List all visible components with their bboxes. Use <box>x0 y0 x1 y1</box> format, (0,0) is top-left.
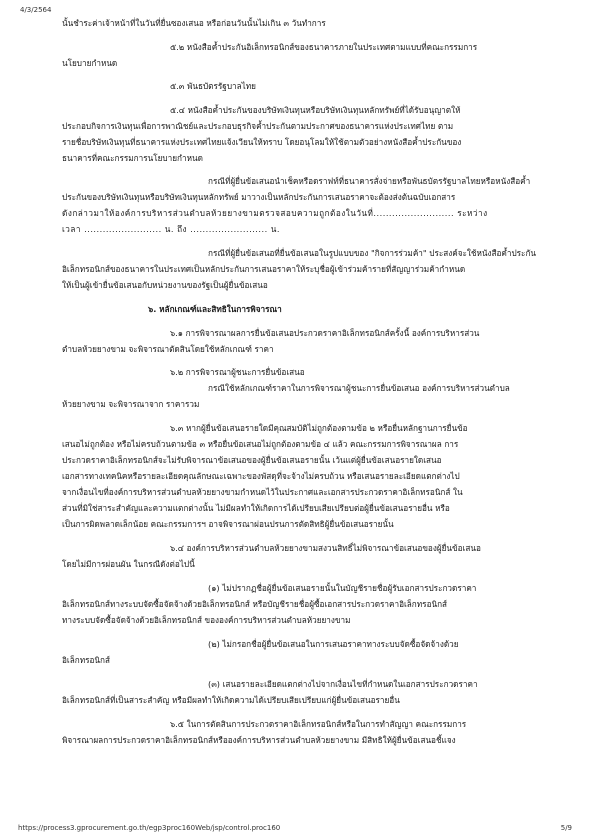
text-line: ประกอบกิจการเงินทุนเพื่อการพาณิชย์และประกอบธุรกิจค้ำประกันตามประกาศของธนาคารแห่งประเทศไทย ตาม <box>62 121 454 131</box>
text-line: ๕.๓ พันธบัตรรัฐบาลไทย <box>170 81 256 91</box>
text-line: เอกสารทางเทคนิคหรือรายละเอียดคุณลักษณะเฉพาะของพัสดุที่จะจ้างไม่ครบถ้วน หรือเสนอรายละเอียดแตกต่างไป <box>62 471 460 481</box>
text-line: อิเล็กทรอนิกส์ <box>62 655 110 665</box>
text-line: เวลา ......................... น. ถึง ......................... น. <box>62 224 281 234</box>
text-line: (๒) ไม่กรอกชื่อผู้ยื่นข้อเสนอในการเสนอราคาทางระบบจัดซื้อจัดจ้างด้วย <box>208 639 459 649</box>
text-line: กรณีที่ผู้ยื่นข้อเสนอนำเช็คหรือดราฟท์ที่ธนาคารสั่งจ่ายหรือพันธบัตรรัฐบาลไทยหรือหนังสือค้ำ <box>208 176 531 186</box>
text-line: เสนอไม่ถูกต้อง หรือไม่ครบถ้วนตามข้อ ๓ หรือยื่นข้อเสนอไม่ถูกต้องตามข้อ ๔ แล้ว คณะกรรมการพิจารณาผล การ <box>62 439 459 449</box>
text-line: ห้วยยางขาม จะพิจารณาจาก ราคารวม <box>62 399 200 409</box>
text-line: ๖.๕ ในการตัดสินการประกวดราคาอิเล็กทรอนิกส์หรือในการทำสัญญา คณะกรรมการ <box>170 719 467 729</box>
text-line: ๕.๒ หนังสือค้ำประกันอิเล็กทรอนิกส์ของธนาคารภายในประเทศตามแบบที่คณะกรรมการ <box>170 42 478 52</box>
text-line: นั้นชำระค่าเจ้าหน้าที่ในวันที่ยื่นซองเสนอ หรือก่อนวันนั้นไม่เกิน ๓ วันทำการ <box>62 18 326 28</box>
footer-url: https://process3.gprocurement.go.th/egp3proc160Web/jsp/control.proc160 <box>18 824 281 832</box>
text-line: นโยบายกำหนด <box>62 58 118 68</box>
text-line: ให้เป็นผู้เข้ายื่นข้อเสนอกับหน่วยงานของรัฐเป็นผู้ยื่นข้อเสนอ <box>62 280 268 290</box>
text-line: อิเล็กทรอนิกส์ทางระบบจัดซื้อจัดจ้างด้วยอิเล็กทรอนิกส์ หรือบัญชีรายชื่อผู้ซื้อเอกสารประกวดราคาอิเล็กทรอนิกส์ <box>62 599 448 609</box>
text-line: ๖.๑ การพิจารณาผลการยื่นข้อเสนอประกวดราคาอิเล็กทรอนิกส์ครั้งนี้ องค์การบริหารส่วน <box>170 328 480 338</box>
text-line: ๖.๓ หากผู้ยื่นข้อเสนอรายใดมีคุณสมบัติไม่ถูกต้องตามข้อ ๒ หรือยื่นหลักฐานการยื่นข้อ <box>170 423 468 433</box>
text-line: ๖.๔ องค์การบริหารส่วนตำบลห้วยยางขามสงวนสิทธิ์ไม่พิจารณาข้อเสนอของผู้ยื่นข้อเสนอ <box>170 543 481 553</box>
print-date: 4/3/2564 <box>20 6 52 14</box>
page-number: 5/9 <box>560 824 572 832</box>
text-line: เป็นการผิดพลาดเล็กน้อย คณะกรรมการฯ อาจพิจารณาผ่อนปรนการตัดสิทธิผู้ยื่นข้อเสนอรายนั้น <box>62 519 394 529</box>
text-line: จากเงื่อนไขที่องค์การบริหารส่วนตำบลห้วยยางขามกำหนดไว้ในประกาศและเอกสารประกวดราคาอิเล็กทรอนิกส์ ใน <box>62 487 463 497</box>
text-line: (๑) ไม่ปรากฏชื่อผู้ยื่นข้อเสนอรายนั้นในบัญชีรายชื่อผู้รับเอกสารประกวดราคา <box>208 583 477 593</box>
text-line: ๕.๔ หนังสือค้ำประกันของบริษัทเงินทุนหรือบริษัทเงินทุนหลักทรัพย์ที่ได้รับอนุญาตให้ <box>170 105 461 115</box>
text-line: อิเล็กทรอนิกส์ที่เป็นสาระสำคัญ หรือมีผลทำให้เกิดความได้เปรียบเสียเปรียบแก่ผู้ยื่นข้อเสนอรายอื่น <box>62 695 400 705</box>
text-line: ทางระบบจัดซื้อจัดจ้างด้วยอิเล็กทรอนิกส์ ขององค์การบริหารส่วนตำบลห้วยยางขาม <box>62 615 351 625</box>
text-line: ประกันของบริษัทเงินทุนหรือบริษัทเงินทุนหลักทรัพย์ มาวางเป็นหลักประกันการเสนอราคาจะต้องส่งต้นฉบับเอกสาร <box>62 192 456 202</box>
section-heading: ๖. หลักเกณฑ์และสิทธิในการพิจารณา <box>148 304 282 314</box>
text-line: (๓) เสนอรายละเอียดแตกต่างไปจากเงื่อนไขที่กำหนดในเอกสารประกวดราคา <box>208 679 478 689</box>
text-line: ส่วนที่มิใช่สาระสำคัญและความแตกต่างนั้น ไม่มีผลทำให้เกิดการได้เปรียบเสียเปรียบต่อผู้ยื่นข้อเสนอรายอื่น หรือ <box>62 503 450 513</box>
text-line: พิจารณาผลการประกวดราคาอิเล็กทรอนิกส์หรือองค์การบริหารส่วนตำบลห้วยยางขาม มีสิทธิให้ผู้ยื่นข้อเสนอชี้แจง <box>62 735 456 745</box>
text-line: ประกวดราคาอิเล็กทรอนิกส์จะไม่รับพิจารณาข้อเสนอของผู้ยื่นข้อเสนอรายนั้น เว้นแต่ผู้ยื่นข้อเสนอรายใดเสนอ <box>62 455 442 465</box>
text-line: ตำบลห้วยยางขาม จะพิจารณาตัดสินโดยใช้หลักเกณฑ์ ราคา <box>62 344 274 354</box>
text-line: ดังกล่าวมาให้องค์การบริหารส่วนตำบลห้วยยางขามตรวจสอบความถูกต้องในวันที่.......................... ระหว่าง <box>62 208 488 218</box>
text-line: กรณีที่ผู้ยื่นข้อเสนอที่ยื่นข้อเสนอในรูปแบบของ "กิจการร่วมค้า" ประสงค์จะใช้หนังสือค้ำประกัน <box>208 248 537 258</box>
text-line: โดยไม่มีการผ่อนผัน ในกรณีดังต่อไปนี้ <box>62 559 195 569</box>
text-line: ธนาคารที่คณะกรรมการนโยบายกำหนด <box>62 153 203 163</box>
text-line: รายชื่อบริษัทเงินทุนที่ธนาคารแห่งประเทศไทยแจ้งเวียนให้ทราบ โดยอนุโลมให้ใช้ตามตัวอย่างหนังสือค้ำประกันของ <box>62 137 462 147</box>
text-line: อิเล็กทรอนิกส์ของธนาคารในประเทศเป็นหลักประกันการเสนอราคาให้ระบุชื่อผู้เข้าร่วมค้ารายที่สัญญาร่วมค้ากำหนด <box>62 264 466 274</box>
text-line: กรณีใช้หลักเกณฑ์ราคาในการพิจารณาผู้ชนะการยื่นข้อเสนอ องค์การบริหารส่วนตำบล <box>208 383 510 393</box>
text-line: ๖.๒ การพิจารณาผู้ชนะการยื่นข้อเสนอ <box>170 367 305 377</box>
